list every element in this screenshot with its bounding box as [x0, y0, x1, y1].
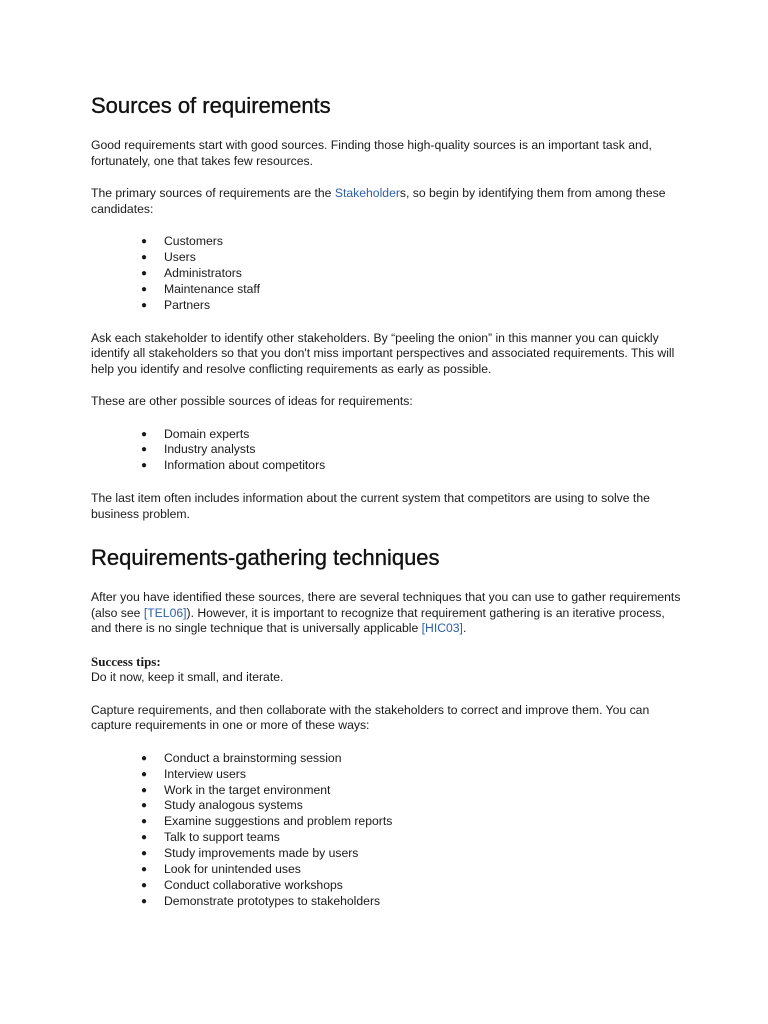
bullet-icon: ●: [141, 768, 148, 780]
list-item: ● Industry analysts: [141, 442, 256, 457]
list-item: ● Customers: [141, 234, 223, 248]
list-item: ● Talk to support teams: [141, 830, 280, 845]
paragraph-intro: Good requirements start with good sources. Finding those high-quality sources is an important task and, fortunately, one that takes few resources.: [91, 138, 652, 168]
list-item: ● Maintenance staff: [141, 281, 260, 296]
heading-requirements-gathering: Requirements-gathering techniques: [91, 545, 440, 571]
bullet-icon: ●: [141, 752, 148, 764]
bullet-icon: ●: [141, 236, 148, 247]
list-item: ● Domain experts: [141, 426, 250, 441]
bullet-icon: ●: [141, 283, 148, 295]
list-item: ● Study improvements made by users: [141, 846, 359, 861]
paragraph-techniques: After you have identified these sources, there are several techniques that you can use to gather requirements (also see [TEL06]). However, it is important to recognize that requirement gathering is an iterative process, and there is no single technique that is universally applicable [HIC03].: [91, 590, 681, 636]
list-item: ● Information about competitors: [141, 458, 326, 473]
list-item: ● Conduct a brainstorming session: [141, 750, 342, 765]
list-item: ● Users: [141, 249, 196, 264]
bullet-icon: ●: [141, 880, 148, 891]
list-item: ● Conduct collaborative workshops: [141, 878, 343, 892]
list-item: ● Administrators: [141, 265, 242, 280]
bullet-icon: ●: [141, 299, 148, 311]
bullet-icon: ●: [141, 832, 148, 844]
text-fragment: The primary sources of requirements are the: [91, 186, 335, 200]
list-capture-ways: [91, 751, 681, 910]
bullet-icon: ●: [141, 267, 148, 279]
list-item: ● Study analogous systems: [141, 798, 303, 813]
paragraph-peeling-onion: Ask each stakeholder to identify other stakeholders. By “peeling the onion” in this manner you can quickly identify all stakeholders so that you don't miss important perspectives and associated requirements. This will help you identify and resolve conflicting requirements as early as possible.: [91, 330, 675, 376]
list-item: ● Examine suggestions and problem reports: [141, 814, 393, 829]
list-item: ● Interview users: [141, 766, 246, 781]
tel06-link[interactable]: [TEL06]: [143, 605, 187, 620]
paragraph-other-sources: These are other possible sources of ideas for requirements:: [91, 394, 413, 409]
paragraph-primary-sources: [91, 186, 681, 217]
bullet-icon: ●: [141, 460, 148, 472]
list-item: ● Look for unintended uses: [141, 862, 301, 877]
bullet-icon: ●: [141, 816, 148, 828]
document-page: [91, 92, 681, 910]
list-item: ● Work in the target environment: [141, 782, 331, 797]
paragraph-capture: Capture requirements, and then collaborate with the stakeholders to correct and improve them. You can capture requirements in one or more of these ways:: [91, 702, 650, 733]
bullet-icon: ●: [141, 428, 148, 440]
list-other-sources: [91, 427, 681, 475]
paragraph-success-tips: [91, 654, 681, 686]
paragraph-last-item: The last item often includes information about the current system that competitors are using to solve the business problem.: [91, 491, 650, 521]
hic03-link[interactable]: [HIC03]: [421, 621, 463, 636]
success-tips-label: Success tips:: [91, 653, 161, 669]
bullet-icon: ●: [141, 895, 148, 907]
bullet-icon: ●: [141, 784, 148, 796]
bullet-icon: ●: [141, 864, 148, 876]
bullet-icon: ●: [141, 848, 148, 860]
bullet-icon: ●: [141, 444, 148, 456]
text-fragment: s, so begin by identifying them from among these candidates:: [91, 186, 666, 216]
bullet-icon: ●: [141, 800, 148, 812]
stakeholder-link[interactable]: Stakeholder: [334, 186, 400, 200]
heading-sources-of-requirements: Sources of requirements: [91, 93, 331, 118]
list-item: ● Partners: [141, 297, 211, 312]
list-item: ● Demonstrate prototypes to stakeholders: [141, 893, 381, 908]
success-tips-text: Do it now, keep it small, and iterate.: [91, 670, 284, 685]
list-candidates: [91, 234, 681, 314]
bullet-icon: ●: [141, 251, 148, 263]
